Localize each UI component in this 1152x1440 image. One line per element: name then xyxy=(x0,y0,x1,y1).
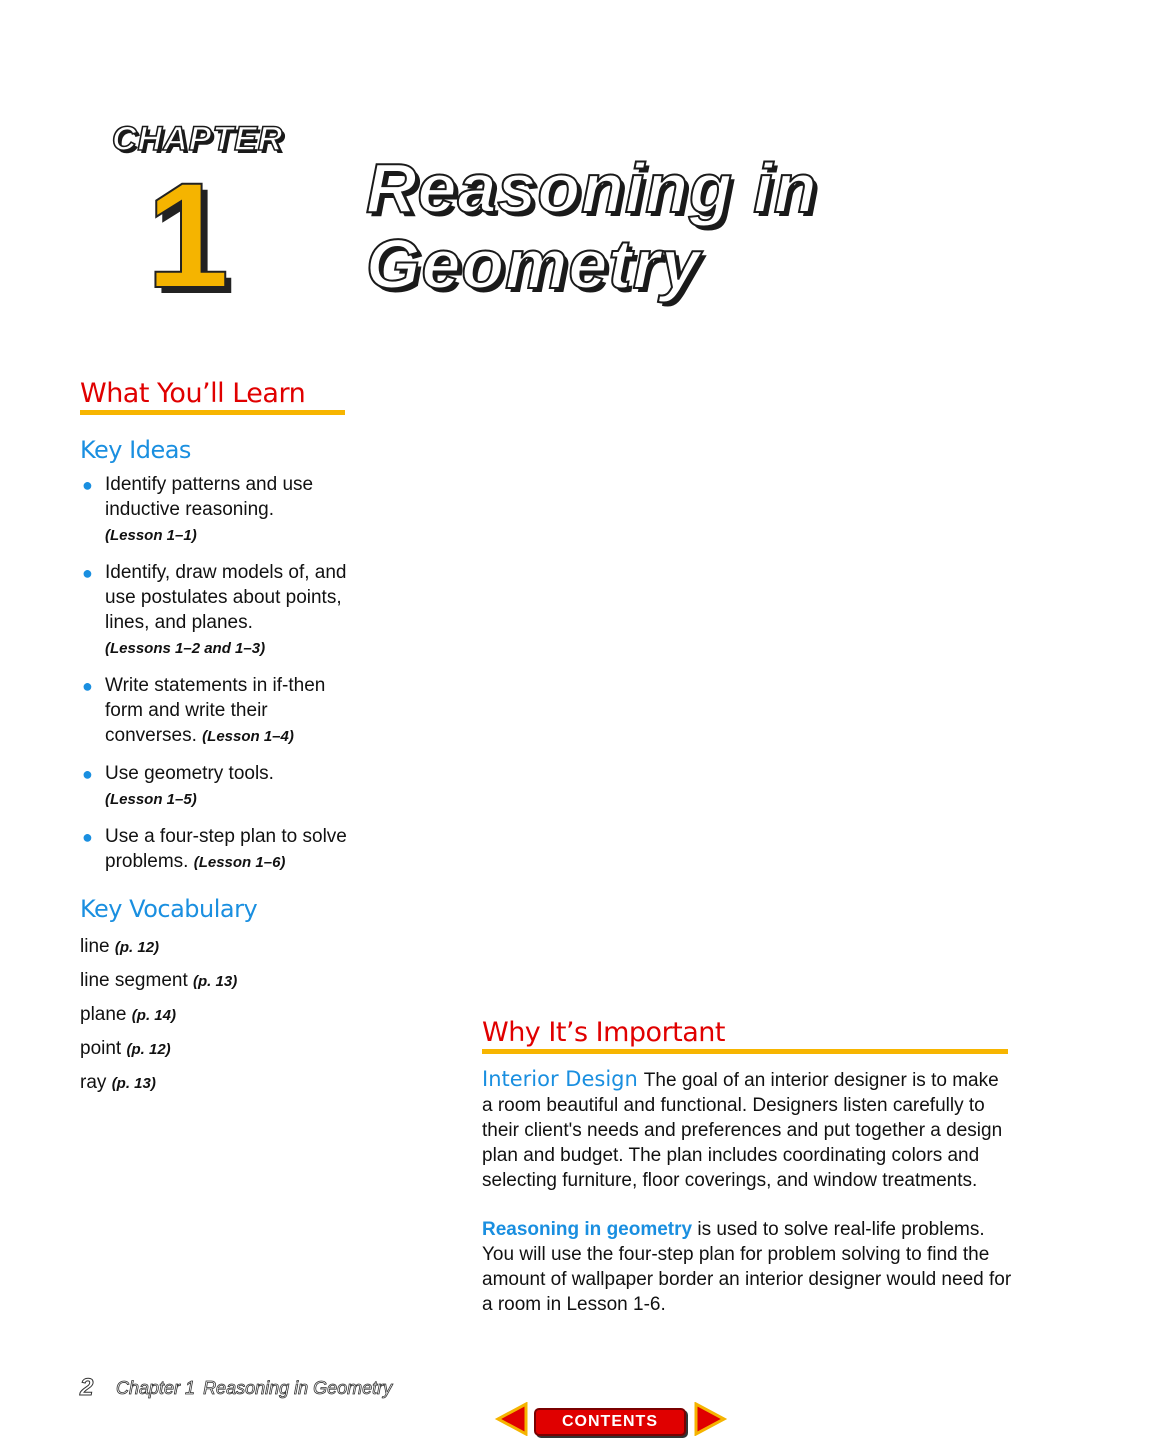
key-idea-text: Use a four-step plan to solve problems. xyxy=(105,826,347,872)
learn-heading-rule xyxy=(80,410,345,415)
chapter-title-line1: Reasoning in xyxy=(366,149,818,227)
key-idea-text: Write statements in if-then form and write their converses. xyxy=(105,675,326,746)
vocab-item xyxy=(80,1032,380,1066)
key-idea-text: Use geometry tools. xyxy=(105,763,274,784)
key-idea-ref: (Lesson 1–1) xyxy=(105,527,197,544)
key-ideas-heading: Key Ideas xyxy=(80,436,191,464)
vocab-ref: (p. 13) xyxy=(193,973,238,990)
key-idea-ref: (Lessons 1–2 and 1–3) xyxy=(105,640,266,657)
important-heading: Why It’s Important xyxy=(482,1017,726,1048)
footer-chapter-label: Chapter 1 xyxy=(116,1378,196,1398)
bullet-icon: ● xyxy=(82,676,93,696)
key-idea-ref: (Lesson 1–4) xyxy=(202,728,294,745)
key-idea-ref: (Lesson 1–5) xyxy=(105,791,197,808)
vocab-term: ray xyxy=(80,1072,107,1093)
important-paragraph-1 xyxy=(482,1067,1012,1193)
key-idea-item xyxy=(80,824,350,875)
key-idea-ref: (Lesson 1–6) xyxy=(193,854,286,871)
key-idea-text: Identify patterns and use inductive reasoning. xyxy=(105,474,314,520)
key-idea-item xyxy=(80,673,350,749)
important-para2-text: is used to solve real-life problems. You will use the four-step plan for problem solving to find the amount of wallpaper border an interior designer would need for a room in Lesson 1-6. xyxy=(482,1219,1012,1315)
vocab-ref: (p. 14) xyxy=(131,1007,176,1024)
vocab-item xyxy=(80,964,380,998)
important-para1-text: The goal of an interior designer is to make a room beautiful and functional. Designers listen carefully to their client's needs and preferences and put together a design plan and budget. The plan includes coordinating colors and selecting furniture, floor coverings, and window treatments. xyxy=(482,1070,1003,1191)
learn-heading: What You’ll Learn xyxy=(80,378,306,409)
bullet-icon: ● xyxy=(82,563,93,583)
footer-chapter-title: Reasoning in Geometry xyxy=(203,1378,393,1398)
reasoning-lead: Reasoning in geometry xyxy=(482,1219,693,1240)
important-heading-rule xyxy=(482,1049,1008,1054)
key-idea-text: Identify, draw models of, and use postulates about points, lines, and planes. xyxy=(105,562,347,633)
key-ideas-list xyxy=(80,472,350,887)
interior-design-lead: Interior Design xyxy=(482,1067,638,1091)
contents-button[interactable]: CONTENTS xyxy=(534,1408,686,1436)
vocab-term: plane xyxy=(80,1004,127,1025)
vocab-item xyxy=(80,1066,380,1100)
chapter-number: 1 xyxy=(146,151,230,319)
bullet-icon: ● xyxy=(82,764,93,784)
bullet-icon: ● xyxy=(82,475,93,495)
vocab-ref: (p. 12) xyxy=(126,1041,171,1058)
vocab-term: line segment xyxy=(80,970,188,991)
vocab-term: line xyxy=(80,936,110,957)
vocabulary-list xyxy=(80,930,380,1100)
navigation-bar xyxy=(494,1400,730,1440)
prev-arrow-icon[interactable] xyxy=(494,1402,528,1436)
vocab-item xyxy=(80,930,380,964)
key-vocabulary-heading: Key Vocabulary xyxy=(80,895,258,923)
vocab-item xyxy=(80,998,380,1032)
important-body xyxy=(482,1067,1012,1341)
chapter-title xyxy=(366,150,817,302)
key-idea-item xyxy=(80,472,350,548)
important-paragraph-2 xyxy=(482,1217,1012,1317)
chapter-label: CHAPTER xyxy=(112,120,284,158)
page-number: 2 xyxy=(80,1374,94,1401)
key-idea-item xyxy=(80,761,350,812)
vocab-ref: (p. 13) xyxy=(111,1075,156,1092)
running-footer xyxy=(116,1378,392,1399)
key-idea-item xyxy=(80,560,350,661)
next-arrow-icon[interactable] xyxy=(694,1402,728,1436)
bullet-icon: ● xyxy=(82,827,93,847)
vocab-term: point xyxy=(80,1038,122,1059)
vocab-ref: (p. 12) xyxy=(114,939,160,956)
chapter-title-line2: Geometry xyxy=(366,225,701,303)
